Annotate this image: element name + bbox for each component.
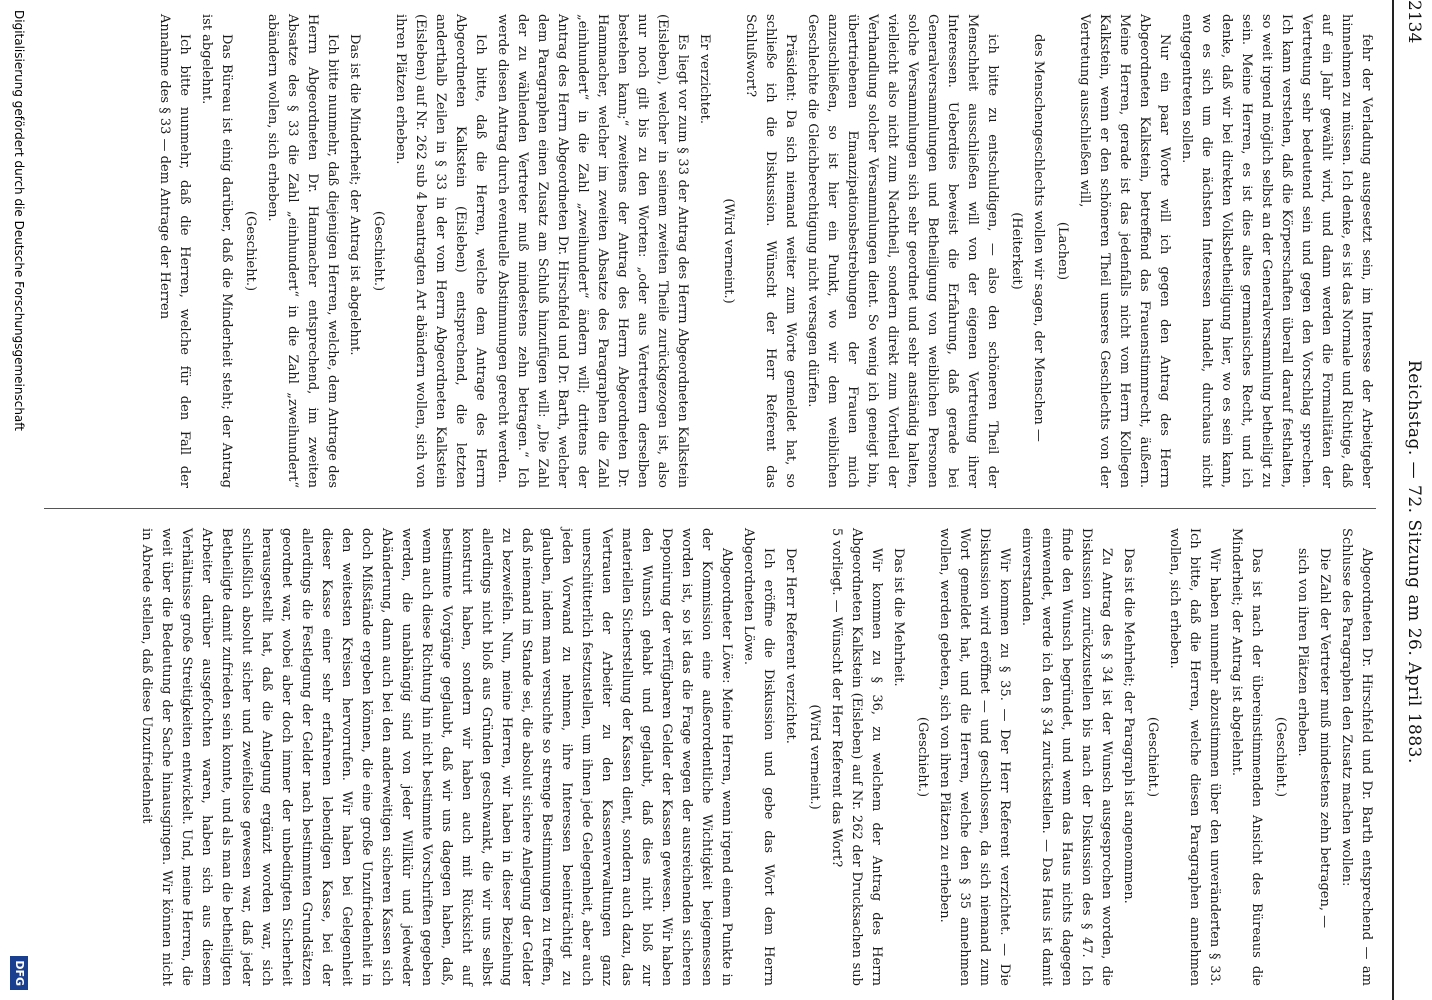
paragraph: Der Herr Referent verzichtet. xyxy=(783,548,798,744)
dfg-logo: DFG xyxy=(10,956,28,990)
right-column xyxy=(0,528,1432,986)
paragraph: Ich bitte nunmehr, daß die Herren, welche für den Fall der Annahme des § 33 — dem Antrage der Herren xyxy=(157,14,192,488)
paragraph: (Geschieht.) xyxy=(1273,716,1288,798)
paragraph: Abgeordneten Dr. Hirschfeld und Dr. Barth entsprechend — am Schlusse des Paragraphen den Zusatz machen wollen: xyxy=(1339,528,1374,986)
paragraph: Es liegt vor zum § 33 der Antrag des Herrn Abgeordneten Kalkstein (Eisleben), welcher in seinem zweiten Theile zurückgezogen ist, also nur noch gilt bis zu den Worten: „oder aus Vertretern derselben bestehen kann;“ zweitens der Antrag des Herrn Abgeordneten Dr. Hammacher, welcher im zweiten Absatze des Paragraphen die Zahl „einhundert“ in die Zahl „zweihundert“ ändern will; drittens der Antrag des Herrn Abgeordneten Dr. Hirschfeld und Dr. Barth, welcher dem Paragraphen einen Zusatz am Schluß hinzufügen will: „Die Zahl der zu wählenden Vertreter muß mindestens zehn betragen.“ Ich werde diesen Antrag durch eventuelle Abstimmungen gerecht werden. xyxy=(495,14,690,488)
digitization-credit: Digitalisierung gefördert durch die Deutsche Forschungsgemeinschaft xyxy=(12,10,26,432)
paragraph: Wir kommen zu § 35. — Der Herr Referent verzichtet. — Die Diskussion wird eröffnet — und geschlossen, da sich niemand zum Wort gemeldet hat, und die Herren, welche den § 35 annehmen wollen, werden gebeten, sich von ihren Plätzen zu erheben. xyxy=(937,528,1012,986)
paragraph: Nur ein paar Worte will ich gegen den Antrag des Herrn Abgeordneten Kalkstein, betreffend das Frauenstimmrecht, äußern. Meine Herren, gerade ist das jedenfalls nicht vom Herrn Kollegen Kalkstein, wenn er den schöneren Theil unseres Geschlechts von der Vertretung ausschließen will, xyxy=(1077,14,1172,488)
paragraph: Zu Antrag des § 34 ist der Wunsch ausgesprochen worden, die Diskussion zurückzustellen bis nach der Diskussion des § 47. Ich finde den Wunsch begründet, und wenn das Haus nichts dagegen einwendet, werde ich den § 34 zurückstellen. — Das Haus ist damit einverstanden. xyxy=(1019,528,1114,986)
paragraph: (Geschieht.) xyxy=(915,716,930,798)
left-column-text xyxy=(44,14,1376,488)
paragraph: fehr der Verladung ausgesetzt sein, im Interesse der Arbeitgeber hinnehmen zu müssen. Ich denke, es ist das Normale und Richtige, daß auf ein Jahr gewählt wird, und dann werden die Formalitäten der Vertretung sehr bedeutend sein und gegen den Vorschlag sprechen. Ich kann verstehen, daß die Körperschaften überall darauf festhalten, so weit irgend möglich selbst an der Generalversammlung betheiligt zu sein. Meine Herren, es ist dies altes germanisches Recht, und ich denke, daß wir bei direkten Volksbetheiligung hier, wo es sein kann, wo es sich um die nächsten Interessen handelt, durchaus nicht entgegentreten sollen. xyxy=(1179,14,1374,488)
paragraph: Das Büreau ist einig darüber, daß die Minderheit steht; der Antrag ist abgelehnt. xyxy=(199,14,234,488)
paragraph: Präsident: Da sich niemand weiter zum Worte gemeldet hat, so schließe ich die Diskussion. Wünscht der Herr Referent das Schlußwort? xyxy=(743,14,798,488)
paragraph: Die Zahl der Vertreter muß mindestens zehn betragen, — xyxy=(1317,548,1332,929)
paragraph: Das ist die Mehrheit. xyxy=(891,548,906,687)
paragraph: (Wird verneint.) xyxy=(721,198,736,304)
paragraph: des Menschengeschlechts wollen wir sagen, der Menschen — xyxy=(1031,34,1046,442)
paragraph: (Heiterkeit) xyxy=(1009,212,1024,290)
paragraph: Ich bitte, daß die Herren, welche dem Antrage des Herrn Abgeordneten Kalkstein (Eisleben) entsprechend, die letzten anderthalb Zeilen in § 33 in der vom Herrn Abgeordneten Kalkstein (Eisleben) auf Nr. 262 sub 4 beantragten Art abändern wollen, sich von ihren Plätzen erheben. xyxy=(393,14,488,488)
paragraph: Das ist nach der übereinstimmenden Ansicht des Büreaus die Minderheit; der Antrag ist abgelehnt. xyxy=(1229,528,1264,986)
paragraph: (Wird verneint.) xyxy=(807,704,822,810)
paragraph: Wir haben nunmehr abzustimmen über den unveränderten § 33. Ich bitte, daß die Herren, welche diesen Paragraphen annehmen wollen, sich erheben. xyxy=(1167,528,1222,986)
paragraph: Ich bitte nunmehr, daß diejenigen Herren, welche, dem Antrage des Herrn Abgeordneten Dr. Hammacher entsprechend, im zweiten Absatze des § 33 die Zahl „einhundert“ in die Zahl „zweihundert“ abändern wollen, sich erheben. xyxy=(265,14,340,488)
column-divider xyxy=(44,508,1376,509)
paragraph: Das ist die Mehrheit; der Paragraph ist angenommen. xyxy=(1121,548,1136,904)
paragraph: Abgeordneter Löwe: Meine Herren, wenn irgend einem Punkte in der Kommission eine außerordentliche Wichtigkeit beigemessen worden ist, so ist das die Frage wegen der ausreichenden sicheren Deponirung der verfügbaren Gelder der Kassen gewesen. Wir haben den Wunsch gehabt und geglaubt, daß dies nicht bloß zur materiellen Sicherstellung der Kassen dient, sondern auch dazu, das Vertrauen der Arbeiter zu den Kassenverwaltungen ganz unerschütterlich festzustellen, um ihnen jede Gelegenheit, aber auch jeden Vorwand zu nehmen, ihre Interessen beeinträchtigt zu glauben, indem man versuchte so strenge Bestimmungen zu treffen, daß niemand im Stande sei, die absolut sichere Anlegung der Gelder zu bezweifeln. Nun, meine Herren, wir haben in dieser Beziehung allerdings nicht bloß aus Gründen geschwankt, die wir uns selbst konstruirt haben, sondern wir haben auch mit Rücksicht auf bestimmte Vorgänge geglaubt, daß wir uns dagegen haben, daß, wenn auch diese Richtung hin nicht bestimmte Vorschriften gegeben werden, die unabhängig sind von jeder Willkür und jedweder Abänderung, dann auch bei den anderweitigen sicheren Kassen sich doch Mißstände ergeben können, die eine große Unzufriedenheit in den weitesten Kreisen hervorrufen. Wir haben bei Gelegenheit dieser Kasse einer sehr erfahrenen lebendigen Kasse, bei der allerdings die Festlegung der Gelder nach bestimmten Grundsätzen geordnet war, wobei aber doch immer der unbedingten Sicherheit herausgestellt hat, daß die Anlegung ergänzt worden war, sich schließlich absolut sicher und zweifellose gewesen war, daß jeder Betheiligte damit zufrieden sein konnte, und als man die betheiligten Arbeiter darüber ausgefochten waren, haben sich aus diesem Verhältnisse große Streitigkeiten entwickelt. Und, meine Herren, die weit über die Bedeutung der Sache hinausgingen. Wir können nicht in Abrede stellen, daß diese Unzufriedenheit xyxy=(139,528,734,986)
paragraph: Ich eröffne die Diskussion und gebe das Wort dem Herrn Abgeordneten Löwe. xyxy=(741,528,776,986)
paragraph: (Geschieht.) xyxy=(243,210,258,292)
right-column-text xyxy=(44,528,1376,986)
paragraph: (Lachen) xyxy=(1055,221,1070,281)
page-footer xyxy=(6,0,30,1000)
page-number: 2134 xyxy=(1404,0,1424,44)
paragraph: (Geschieht.) xyxy=(1145,716,1160,798)
paragraph: Wir kommen zu § 36, zu welchem der Antrag des Herrn Abgeordneten Kalkstein (Eisleben) auf Nr. 262 der Drucksachen sub 5 vorliegt. — Wünscht der Herr Referent das Wort? xyxy=(829,528,884,986)
paragraph: ich bitte zu entschuldigen, — also den schöneren Theil der Menschheit ausschließen will von der eigenen Vertretung ihrer Interessen. Ueberdies beweist die Erfahrung, daß gerade bei Generalversammlungen und Betheiligung von weiblichen Personen solche Versammlungen sich sehr geordnet und sehr anständig halten, vielleicht also nicht zum Nachtheil, sondern direkt zum Vortheil der Verhandlung solcher Versammlungen dient. So wenig ich geneigt bin, übertriebenen Emanzipationsbestrebungen der Frauen mich anzuschließen, so ist hier ein Punkt, wo wir dem weiblichen Geschlechte die Gleichberechtigung nicht versagen dürfen. xyxy=(805,14,1000,488)
paragraph: (Geschieht.) xyxy=(371,210,386,292)
paragraph: Er verzichtet. xyxy=(697,34,712,125)
paragraph: Das ist die Minderheit; der Antrag ist abgelehnt. xyxy=(347,34,362,356)
paragraph: sich von ihren Plätzen erheben. xyxy=(1295,548,1310,757)
left-column xyxy=(0,14,1432,488)
page-title: Reichstag. — 72. Sitzung am 26. April 1883. xyxy=(1404,360,1424,764)
